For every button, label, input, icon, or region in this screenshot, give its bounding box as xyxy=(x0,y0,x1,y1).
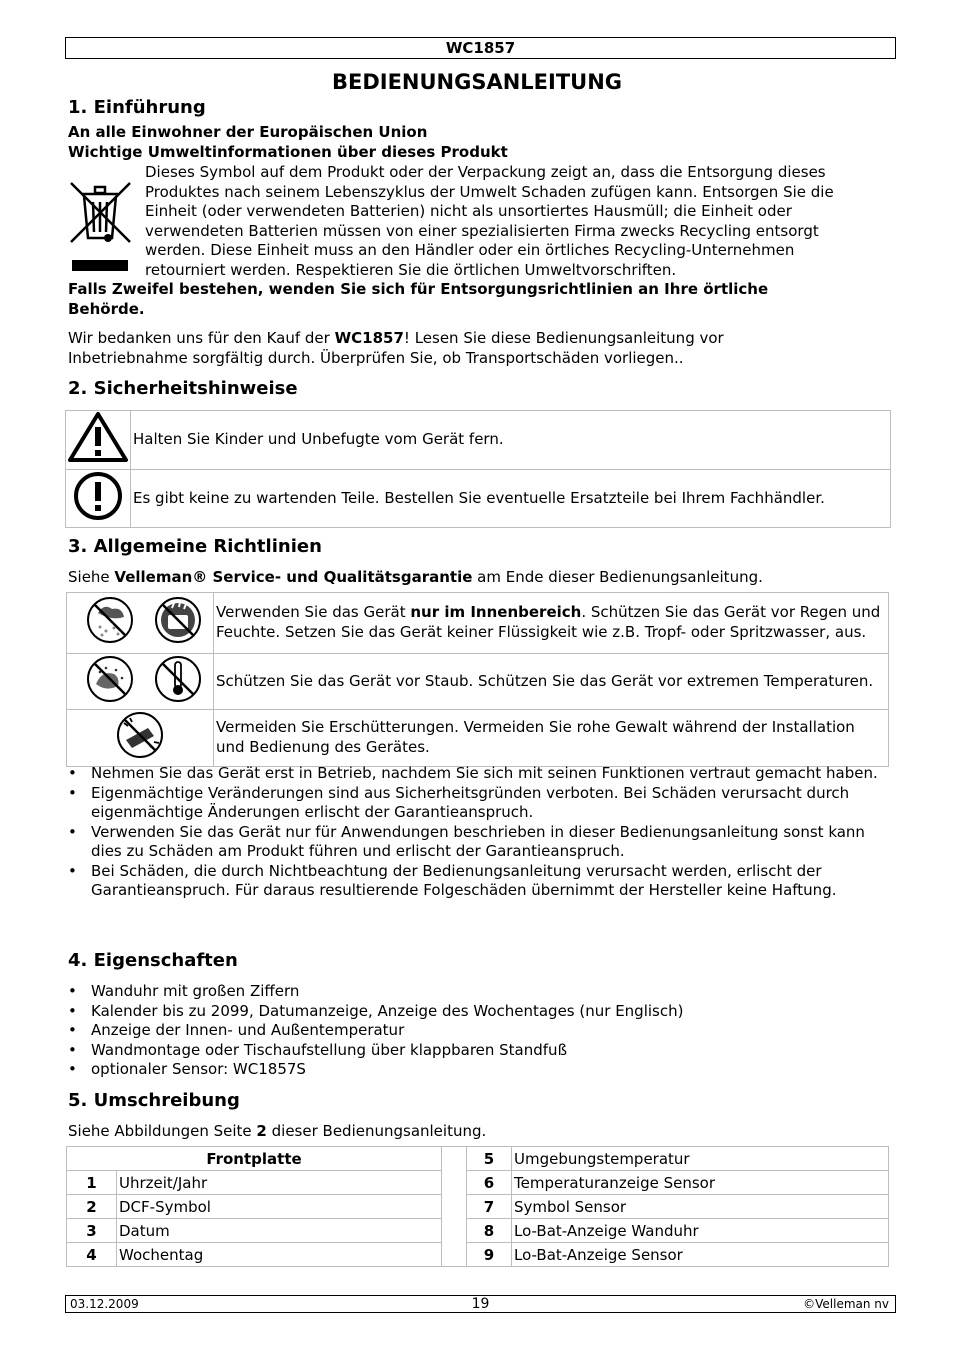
safety-row xyxy=(66,411,891,470)
list-item: • Verwenden Sie das Gerät nur für Anwendungen beschrieben in dieser Bedienungsanleitung sonst kann dies zu Schäden am Produkt führen und erlischt der Garantieanspruch. xyxy=(68,823,898,862)
features-list xyxy=(68,982,898,1080)
page-title: BEDIENUNGSANLEITUNG xyxy=(331,70,623,94)
list-item: • Kalender bis zu 2099, Datumanzeige, Anzeige des Wochentages (nur Englisch) xyxy=(68,1002,898,1022)
list-item: • Anzeige der Innen- und Außentemperatur xyxy=(68,1021,898,1041)
list-item: • optionaler Sensor: WC1857S xyxy=(68,1060,898,1080)
guidelines-table xyxy=(66,592,889,767)
weee-bin-icon xyxy=(68,178,132,274)
no-dust-icon xyxy=(70,654,210,704)
list-item: • Wanduhr mit großen Ziffern xyxy=(68,982,898,1002)
table-row: 1 Uhrzeit/Jahr 6 Temperaturanzeige Sensor xyxy=(67,1171,889,1195)
table-row: 2 DCF-Symbol 7 Symbol Sensor xyxy=(67,1195,889,1219)
list-item: • Eigenmächtige Veränderungen sind aus Sicherheitsgründen verboten. Bei Schäden verursacht durch eigenmächtige Änderungen erlischt der Garantieanspruch. xyxy=(68,784,898,823)
figure-reference: Siehe Abbildungen Seite 2 dieser Bedienungsanleitung. xyxy=(68,1122,487,1140)
model-label: WC1857 xyxy=(445,39,516,57)
description-table xyxy=(66,1146,889,1267)
safety-text: Es gibt keine zu wartenden Teile. Bestellen Sie eventuelle Ersatzteile bei Ihrem Fachhändler. xyxy=(131,469,891,528)
dust-temperature-text: Schützen Sie das Gerät vor Staub. Schützen Sie das Gerät vor extremen Temperaturen. xyxy=(214,653,889,710)
disposal-note: Falls Zweifel bestehen, wenden Sie sich für Entsorgungsrichtlinien an Ihre örtliche Behörde. xyxy=(68,280,769,318)
table-row: Frontplatte 5 Umgebungstemperatur xyxy=(67,1147,889,1171)
shock-text: Vermeiden Sie Erschütterungen. Vermeiden Sie rohe Gewalt während der Installation und Bedienung des Gerätes. xyxy=(214,710,889,767)
document-header xyxy=(65,37,896,59)
page-number: 19 xyxy=(471,1296,490,1312)
indoor-use-text: Verwenden Sie das Gerät nur im Innenbereich. Schützen Sie das Gerät vor Regen und Feuchte. Setzen Sie das Gerät keiner Flüssigkeit wie z.B. Tropf- oder Spritzwasser, aus. xyxy=(214,593,889,654)
list-item: • Wandmontage oder Tischaufstellung über klappbaren Standfuß xyxy=(68,1041,898,1061)
eu-heading: An alle Einwohner der Europäischen Union xyxy=(68,123,428,141)
table-row: 3 Datum 8 Lo-Bat-Anzeige Wanduhr xyxy=(67,1219,889,1243)
table-header: Frontplatte xyxy=(67,1147,442,1171)
safety-row xyxy=(66,469,891,528)
no-rain-icon xyxy=(70,593,210,647)
section-heading-4: 4. Eigenschaften xyxy=(68,950,238,971)
caution-circle-icon xyxy=(66,469,131,528)
section-heading-5: 5. Umschreibung xyxy=(68,1090,240,1111)
section-heading-3: 3. Allgemeine Richtlinien xyxy=(68,536,322,557)
footer-copyright: ©Velleman nv xyxy=(803,1297,889,1311)
section-heading-2: 2. Sicherheitshinweise xyxy=(68,378,298,399)
safety-text: Halten Sie Kinder und Unbefugte vom Gerät fern. xyxy=(131,411,891,470)
footer-date: 03.12.2009 xyxy=(70,1297,139,1311)
safety-table xyxy=(65,410,891,528)
thanks-paragraph: Wir bedanken uns für den Kauf der WC1857! Lesen Sie diese Bedienungsanleitung vor Inbetriebnahme sorgfältig durch. Überprüfen Sie, ob Transportschäden vorliegen.. xyxy=(68,329,724,367)
guarantee-reference: Siehe Velleman® Service- und Qualitätsgarantie am Ende dieser Bedienungsanleitung. xyxy=(68,568,763,586)
safety-bullet-list xyxy=(68,764,898,901)
table-row: 4 Wochentag 9 Lo-Bat-Anzeige Sensor xyxy=(67,1243,889,1267)
no-shock-icon xyxy=(110,710,170,760)
warning-triangle-icon xyxy=(66,411,131,470)
weee-text: Dieses Symbol auf dem Produkt oder der Verpackung zeigt an, dass die Entsorgung dieses Produktes nach seinem Lebenszyklus der Umwelt Schaden zufügen kann. Entsorgen Sie die Einheit (oder verwendeten Batterien) nicht als unsortiertes Hausmüll; die Einheit oder verwendeten Batterien müssen von einer spezialisierten Firma zwecks Recycling entsorgt werden. Diese Einheit muss an den Händler oder ein örtliches Recycling-Unternehmen retourniert werden. Respektieren Sie die örtlichen Umweltvorschriften. xyxy=(145,163,834,279)
list-item: • Bei Schäden, die durch Nichtbeachtung der Bedienungsanleitung verursacht werden, erlischt der Garantieanspruch. Für daraus resultierende Folgeschäden übernimmt der Hersteller keine Haftung. xyxy=(68,862,898,901)
env-heading: Wichtige Umweltinformationen über dieses Produkt xyxy=(68,143,508,161)
page-footer xyxy=(65,1295,896,1313)
section-heading-1: 1. Einführung xyxy=(68,97,206,118)
list-item: • Nehmen Sie das Gerät erst in Betrieb, nachdem Sie sich mit seinen Funktionen vertraut gemacht haben. xyxy=(68,764,898,784)
